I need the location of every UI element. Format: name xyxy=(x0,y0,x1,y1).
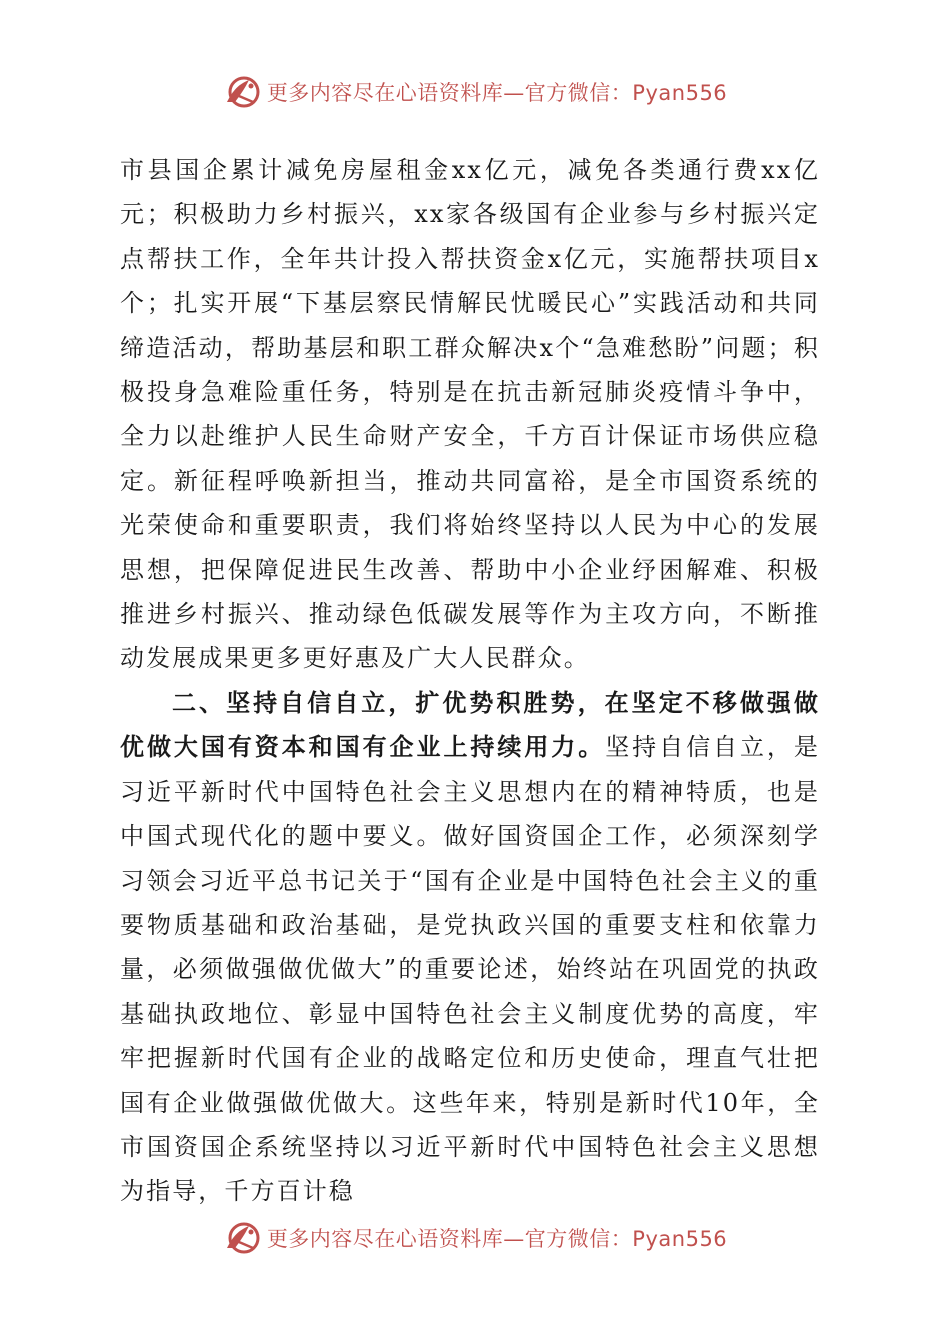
document-body xyxy=(120,148,820,1214)
signature-seal-icon xyxy=(223,72,263,112)
paragraph-continuation: 市县国企累计减免房屋租金xx亿元，减免各类通行费xx亿元；积极助力乡村振兴，xx家各级国有企业参与乡村振兴定点帮扶工作，全年共计投入帮扶资金x亿元，实施帮扶项目x个；扎实开展“下基层察民情解民忧暖民心”实践活动和共同缔造活动，帮助基层和职工群众解决x个“急难愁盼”问题；积极投身急难险重任务，特别是在抗击新冠肺炎疫情斗争中，全力以赴维护人民生命财产安全，千方百计保证市场供应稳定。新征程呼唤新担当，推动共同富裕，是全市国资系统的光荣使命和重要职责，我们将始终坚持以人民为中心的发展思想，把保障促进民生改善、帮助中小企业纾困解难、积极推进乡村振兴、推动绿色低碳发展等作为主攻方向，不断推动发展成果更多更好惠及广大人民群众。 xyxy=(120,156,820,673)
paragraph-section-two xyxy=(120,681,820,1214)
header-banner xyxy=(0,70,950,114)
signature-seal-icon xyxy=(223,1218,263,1258)
banner-text: 更多内容尽在心语资料库—官方微信：Pyan556 xyxy=(266,1227,728,1251)
section-body: 坚持自信自立，是习近平新时代中国特色社会主义思想内在的精神特质，也是中国式现代化的题中要义。做好国资国企工作，必须深刻学习领会习近平总书记关于“国有企业是中国特色社会主义的重要物质基础和政治基础，是党执政兴国的重要支柱和依靠力量，必须做强做优做大”的重要论述，始终站在巩固党的执政基础执政地位、彰显中国特色社会主义制度优势的高度，牢牢把握新时代国有企业的战略定位和历史使命，理直气壮把国有企业做强做优做大。这些年来，特别是新时代10年，全市国资国企系统坚持以习近平新时代中国特色社会主义思想为指导，千方百计稳 xyxy=(120,733,820,1206)
footer-banner xyxy=(0,1216,950,1260)
banner-text: 更多内容尽在心语资料库—官方微信：Pyan556 xyxy=(266,81,728,105)
section-heading: 二、坚持自信自立，扩优势积胜势，在坚定不移做强做优做大国有资本和国有企业上持续用力。 xyxy=(120,688,820,762)
